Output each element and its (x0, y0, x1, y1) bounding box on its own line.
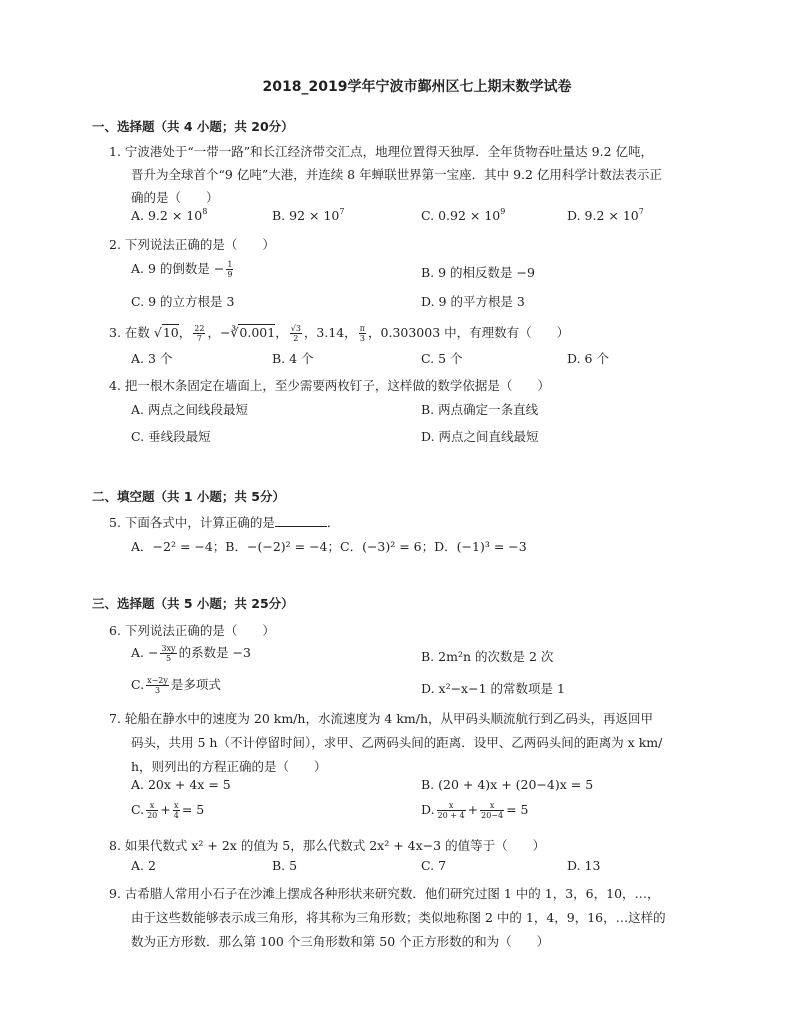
section-heading-1: 一、选择题（共 4 小题；共 20分） (92, 119, 294, 134)
question-6-option-b[interactable]: B. 2m²n 的次数是 2 次 (421, 649, 554, 664)
question-7-option-c[interactable]: C. $\frac{x}{20}$ + $\frac{x}{4}$ = 5 (131, 801, 205, 820)
question-1-line-1: 1. 宁波港处于“一带一路”和长江经济带交汇点，地理位置得天独厚．全年货物吞吐量达 9.2 亿吨， (109, 144, 654, 159)
question-6-stem: 6. 下列说法正确的是（ ） (109, 623, 275, 638)
answer-blank[interactable] (275, 514, 327, 527)
question-4-option-b[interactable]: B. 两点确定一条直线 (421, 402, 539, 417)
question-3-option-d[interactable]: D. 6 个 (567, 351, 609, 366)
question-3-option-c[interactable]: C. 5 个 (421, 351, 463, 366)
question-1-option-d[interactable]: D. $9.2 \times 10^7$ (567, 207, 644, 223)
question-7-option-d[interactable]: D. $\frac{x}{20 + 4}$ + $\frac{x}{20-4}$ = 5 (421, 801, 529, 820)
question-6-option-d[interactable]: D. x²−x−1 的常数项是 1 (421, 681, 565, 696)
fraction: $\frac{3xy}{5}$ (161, 644, 176, 663)
fraction: $\frac{x-2y}{3}$ (147, 676, 168, 695)
question-7-option-a[interactable]: A. 20x + 4x = 5 (131, 777, 231, 792)
fraction: $\frac{22}{7}$ (194, 324, 205, 343)
question-7-line-2: 码头，共用 5 h（不计停留时间），求甲、乙两码头间的距离．设甲、乙两码头间的距离为 x km/ (131, 735, 663, 750)
fraction: $\frac{√3}{2}$ (290, 324, 301, 343)
question-2-option-b[interactable]: B. 9 的相反数是 −9 (421, 265, 535, 280)
question-4-option-a[interactable]: A. 两点之间线段最短 (131, 402, 248, 417)
question-1 (109, 140, 719, 164)
fraction: $\frac{x}{4}$ (173, 801, 179, 820)
question-5-stem: 5. 下面各式中，计算正确的是 ． (109, 515, 340, 530)
question-1-option-a[interactable]: A. $9.2 \times 10^8$ (131, 207, 208, 223)
question-8-stem: 8. 如果代数式 x² + 2x 的值为 5，那么代数式 2x² + 4x−3 的值等于（ ） (109, 838, 546, 853)
question-7-line-3: h，则列出的方程正确的是（ ） (131, 759, 327, 774)
question-4-option-d[interactable]: D. 两点之间直线最短 (421, 429, 539, 444)
question-2-option-c[interactable]: C. 9 的立方根是 3 (131, 294, 235, 309)
question-1-option-c[interactable]: C. $0.92 \times 10^9$ (421, 207, 506, 223)
question-5-options: A．−2² = −4；B．−(−2)² = −4；C．(−3)² = 6；D．(−1)³ = −3 (131, 539, 527, 554)
question-1-option-b[interactable]: B. $92 \times 10^7$ (272, 207, 345, 223)
fraction: $\frac{1}{9}$ (227, 260, 233, 279)
fraction: $\frac{\pi}{3}$ (359, 324, 366, 343)
question-2-stem: 2. 下列说法正确的是（ ） (109, 237, 275, 252)
question-6-option-c[interactable]: C. $\frac{x-2y}{3}$ 是多项式 (131, 676, 221, 695)
fraction: $\frac{x}{20 + 4}$ (437, 801, 465, 820)
question-7-line-1: 7. 轮船在静水中的速度为 20 km/h，水流速度为 4 km/h，从甲码头顺流航行到乙码头，再返回甲 (109, 711, 654, 726)
question-3-option-b[interactable]: B. 4 个 (272, 351, 314, 366)
question-7-option-b[interactable]: B. (20 + 4)x + (20−4)x = 5 (421, 777, 594, 792)
question-9-line-1: 9. 古希腊人常用小石子在沙滩上摆成各种形状来研究数．他们研究过图 1 中的 1，3，6，10，…， (109, 886, 660, 901)
question-8-option-d[interactable]: D. 13 (567, 858, 601, 873)
question-2-option-d[interactable]: D. 9 的平方根是 3 (421, 294, 525, 309)
question-3-stem: 3. 在数 √10， $\frac{22}{7}$ ，−∛0.001， $\frac{√3}{2}$ ，3.14， $\frac{\pi}{3}$ ，0.303003 中，有理数有（ ） (109, 324, 570, 343)
question-4-option-c[interactable]: C. 垂线段最短 (131, 429, 211, 444)
question-9-line-3: 数为正方形数．那么第 100 个三角形数和第 50 个正方形数的和为（ ） (131, 934, 550, 949)
fraction: $\frac{x}{20-4}$ (481, 801, 504, 820)
fraction: $\frac{x}{20}$ (147, 801, 158, 820)
question-8-option-b[interactable]: B. 5 (272, 858, 298, 873)
question-1-line-2: 晋升为全球首个“9 亿吨”大港，并连续 8 年蝉联世界第一宝座．其中 9.2 亿用科学计数法表示正 (131, 167, 662, 182)
question-3-option-a[interactable]: A. 3 个 (131, 351, 173, 366)
question-8-option-a[interactable]: A. 2 (131, 858, 156, 873)
exam-title: 2018_2019学年宁波市鄞州区七上期末数学试卷 (262, 79, 572, 95)
question-2-option-a[interactable]: A. 9 的倒数是 − $\frac{1}{9}$ (131, 260, 233, 279)
question-1-line-3: 确的是（ ） (131, 190, 219, 205)
question-4-stem: 4. 把一根木条固定在墙面上，至少需要两枚钉子，这样做的数学依据是（ ） (109, 378, 550, 393)
section-heading-3: 三、选择题（共 5 小题；共 25分） (92, 596, 294, 611)
question-8-option-c[interactable]: C. 7 (421, 858, 447, 873)
question-9-line-2: 由于这些数能够表示成三角形，将其称为三角形数；类似地称图 2 中的 1，4，9，16，…这样的 (131, 910, 666, 925)
question-6-option-a[interactable]: A. − $\frac{3xy}{5}$ 的系数是 −3 (131, 644, 251, 663)
section-heading-2: 二、填空题（共 1 小题；共 5分） (92, 489, 285, 504)
